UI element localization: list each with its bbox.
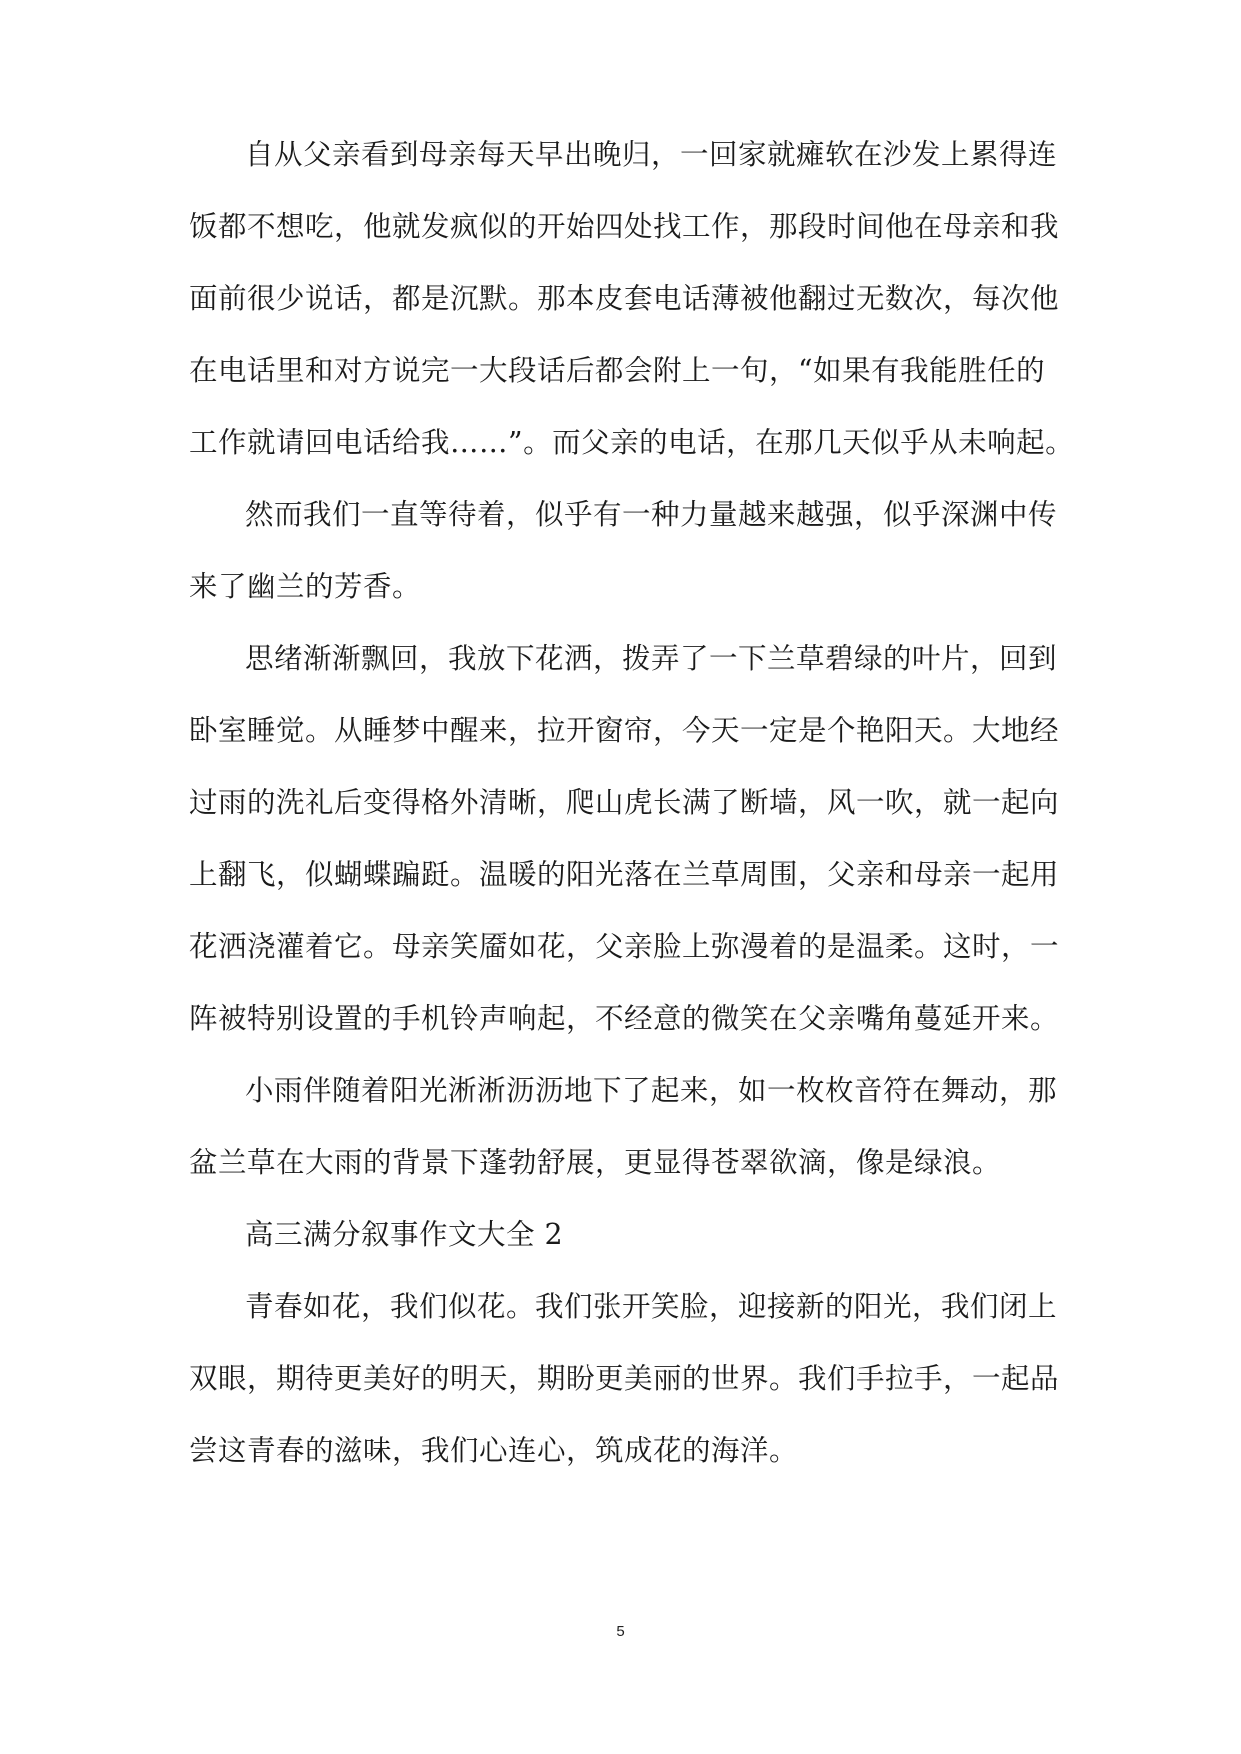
paragraph-line: 然而我们一直等待着，似乎有一种力量越来越强，似乎深渊中传 [245,498,1058,531]
paragraph-line: 青春如花，我们似花。我们张开笑脸，迎接新的阳光，我们闭上 [245,1290,1058,1323]
paragraph-line: 花洒浇灌着它。母亲笑靥如花，父亲脸上弥漫着的是温柔。这时，一 [189,930,1060,963]
paragraph-line: 双眼，期待更美好的明天，期盼更美丽的世界。我们手拉手，一起品 [189,1362,1060,1395]
paragraph-line: 上翻飞，似蝴蝶蹁跹。温暖的阳光落在兰草周围，父亲和母亲一起用 [189,858,1060,891]
paragraph-line: 工作就请回电话给我……”。而父亲的电话，在那几天似乎从未响起。 [189,426,1075,459]
paragraph-line: 来了幽兰的芳香。 [189,570,422,603]
paragraph-line: 小雨伴随着阳光淅淅沥沥地下了起来，如一枚枚音符在舞动，那 [245,1074,1058,1107]
paragraph-line: 阵被特别设置的手机铃声响起，不经意的微笑在父亲嘴角蔓延开来。 [189,1002,1060,1035]
paragraph-line: 饭都不想吃，他就发疯似的开始四处找工作，那段时间他在母亲和我 [189,210,1060,243]
page-number: 5 [616,1623,625,1640]
paragraph-line: 在电话里和对方说完一大段话后都会附上一句，“如果有我能胜任的 [189,354,1046,387]
paragraph-line: 过雨的洗礼后变得格外清晰，爬山虎长满了断墙，风一吹，就一起向 [189,786,1060,819]
section-heading: 高三满分叙事作文大全 2 [245,1218,564,1251]
paragraph-line: 尝这青春的滋味，我们心连心，筑成花的海洋。 [189,1434,799,1467]
paragraph-line: 自从父亲看到母亲每天早出晚归，一回家就瘫软在沙发上累得连 [245,138,1058,171]
paragraph-line: 盆兰草在大雨的背景下蓬勃舒展，更显得苍翠欲滴，像是绿浪。 [189,1146,1002,1179]
paragraph-line: 卧室睡觉。从睡梦中醒来，拉开窗帘，今天一定是个艳阳天。大地经 [189,714,1060,747]
paragraph-line: 思绪渐渐飘回，我放下花洒，拨弄了一下兰草碧绿的叶片，回到 [245,642,1058,675]
paragraph-line: 面前很少说话，都是沉默。那本皮套电话薄被他翻过无数次，每次他 [189,282,1060,315]
